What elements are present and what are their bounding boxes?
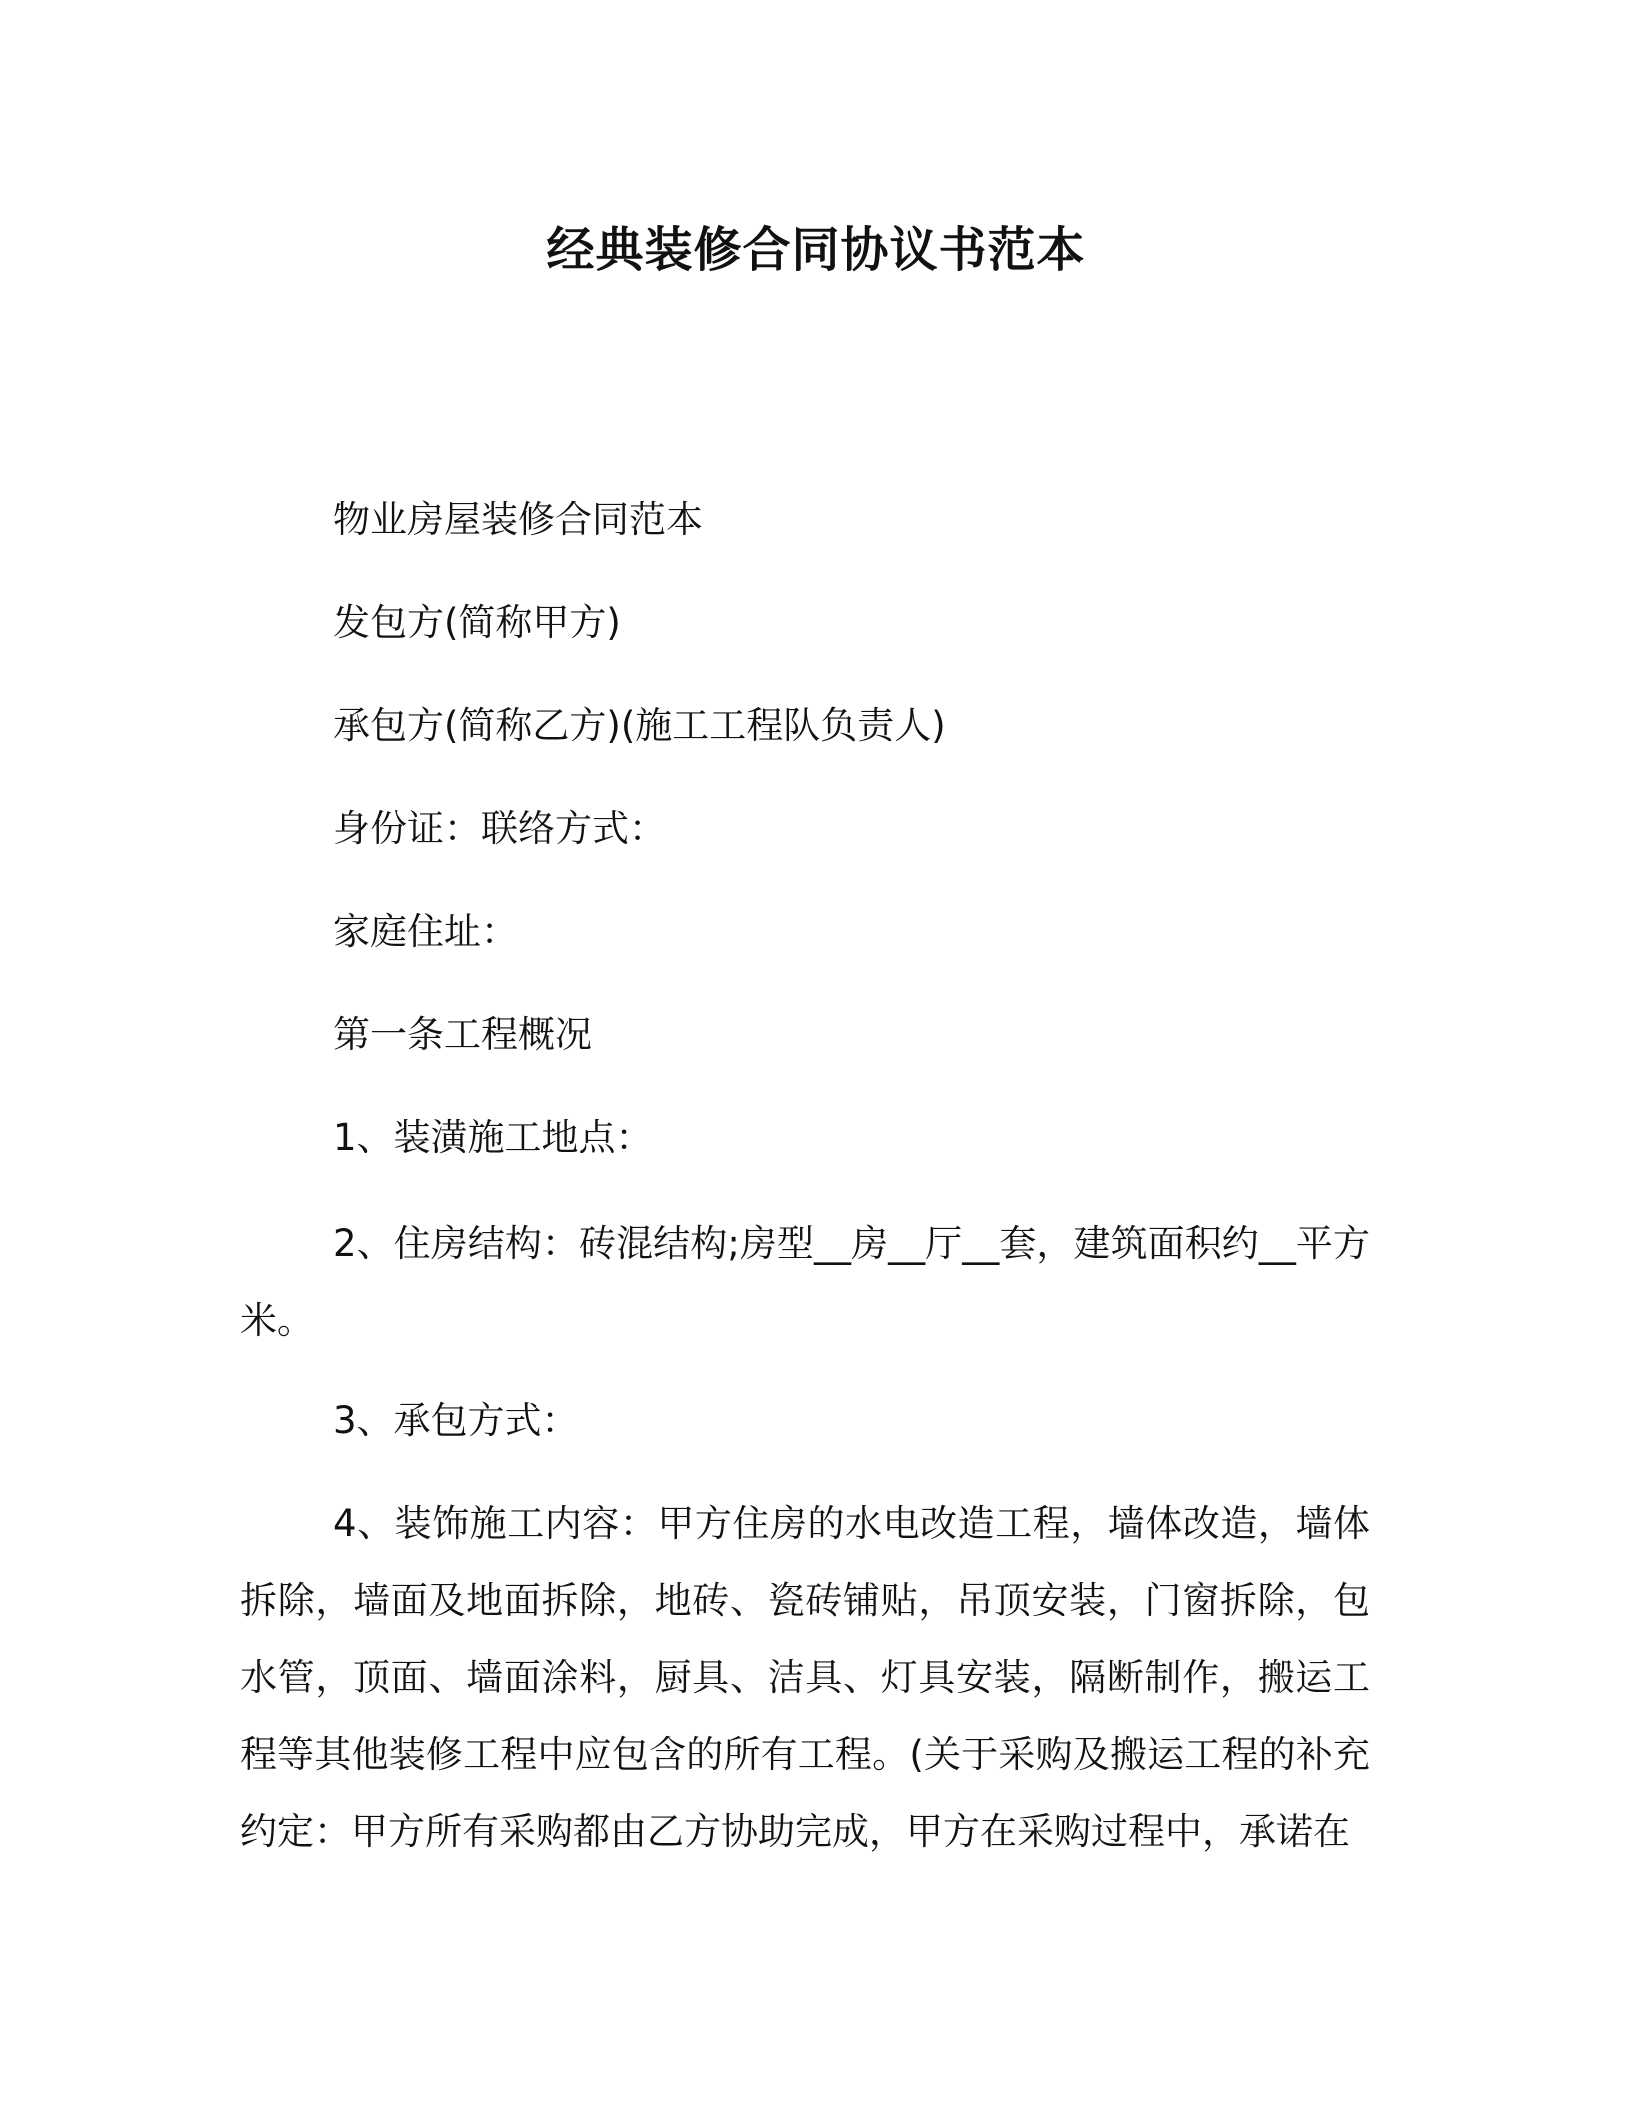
article-one-heading: 第一条工程概况 <box>333 1013 592 1056</box>
item-2-structure: 2、住房结构：砖混结构;房型__房__厅__套，建筑面积约__平方米。 <box>240 1222 1370 1342</box>
party-a-line: 发包方(简称甲方) <box>333 601 621 644</box>
address-line: 家庭住址： <box>333 910 518 953</box>
document-title: 经典装修合同协议书范本 <box>546 222 1086 278</box>
party-b-line: 承包方(简称乙方)(施工工程队负责人) <box>333 704 946 747</box>
id-contact-line: 身份证：联络方式： <box>333 807 666 850</box>
item-1-location: 1、装潢施工地点： <box>333 1116 653 1159</box>
item-4-content: 4、装饰施工内容：甲方住房的水电改造工程，墙体改造，墙体拆除，墙面及地面拆除，地砖、瓷砖铺贴，吊顶安装，门窗拆除，包水管，顶面、墙面涂料，厨具、洁具、灯具安装，隔断制作，搬运工程等其他装修工程中应包含的所有工程。(关于采购及搬运工程的补充约定：甲方所有采购都由乙方协助完成，甲方在采购过程中，承诺在 <box>240 1502 1370 1853</box>
item-3-method: 3、承包方式： <box>333 1399 579 1442</box>
contract-subtitle: 物业房屋装修合同范本 <box>333 498 703 541</box>
